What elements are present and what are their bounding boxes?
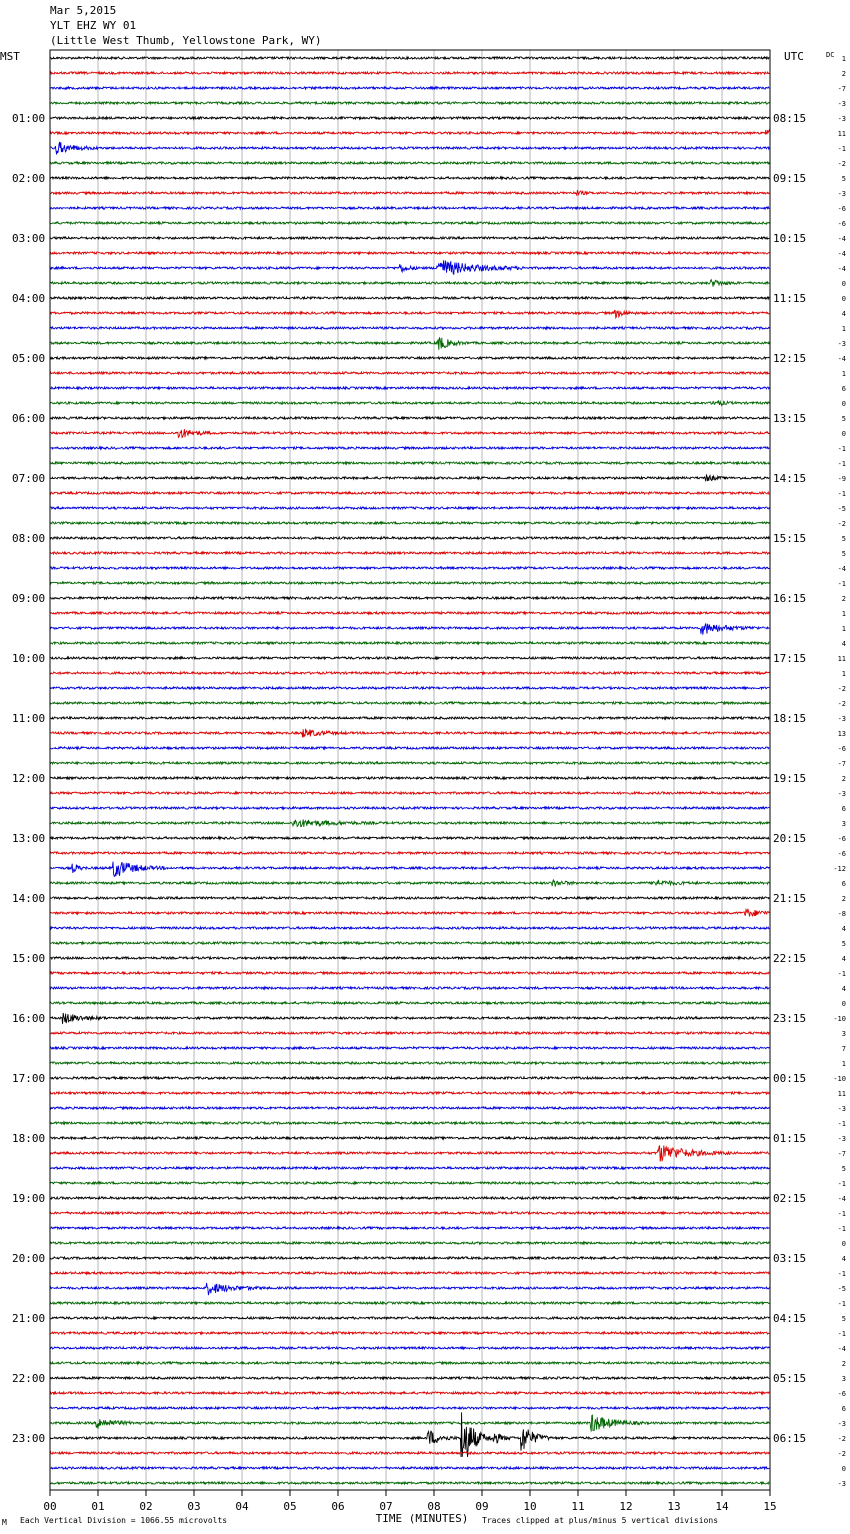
dc-offset-30: -5 [837,505,846,513]
dc-offset-86: -4 [837,1345,846,1353]
dc-offset-39: 4 [841,640,846,648]
mst-hour-label: 20:00 [12,1252,46,1265]
dc-offset-55: 6 [841,880,846,888]
dc-offset-10: -6 [837,205,846,213]
dc-offset-84: 5 [841,1315,846,1323]
mst-hour-label: 05:00 [12,352,46,365]
dc-offset-11: -6 [837,220,846,228]
mst-hour-label: 12:00 [12,772,46,785]
x-tick-label-14: 14 [715,1500,729,1513]
dc-offset-58: 4 [841,925,846,933]
dc-offset-18: 1 [841,325,846,333]
trace-row-11 [50,222,769,224]
trace-row-30 [50,507,769,509]
trace-row-6 [50,142,769,155]
dc-offset-85: -1 [837,1330,846,1338]
trace-row-62 [50,987,769,989]
trace-row-57 [50,909,769,917]
dc-offset-23: 0 [841,400,846,408]
x-tick-label-07: 07 [379,1500,393,1513]
dc-offset-94: 0 [841,1465,846,1473]
dc-offset-8: 5 [841,175,846,183]
trace-row-24 [50,417,769,419]
dc-offset-21: 1 [841,370,846,378]
dc-offset-93: -2 [837,1450,846,1458]
dc-offset-38: 1 [841,625,846,633]
dc-offset-77: -1 [837,1210,846,1218]
trace-row-48 [50,777,769,779]
trace-row-18 [50,327,769,329]
utc-hour-label: 04:15 [773,1312,807,1325]
trace-row-47 [50,762,769,764]
utc-hour-label: 16:15 [773,592,807,605]
trace-row-86 [50,1347,769,1349]
mst-hour-label: 08:00 [12,532,46,545]
trace-row-39 [50,642,769,644]
dc-offset-28: -9 [837,475,846,483]
mst-label: MST [0,50,20,63]
trace-row-91 [50,1415,769,1431]
dc-offset-25: 0 [841,430,846,438]
dc-offset-64: -10 [833,1015,846,1023]
dc-offset-53: -6 [837,850,846,858]
dc-offset-16: 0 [841,295,846,303]
trace-row-64 [50,1013,769,1024]
mst-hour-label: 23:00 [12,1432,46,1445]
trace-row-33 [50,552,769,554]
trace-row-80 [50,1257,769,1259]
dc-offset-73: -7 [837,1150,846,1158]
dc-offset-29: -1 [837,490,846,498]
dc-offset-22: 6 [841,385,846,393]
x-tick-label-06: 06 [331,1500,345,1513]
dc-offset-49: -3 [837,790,846,798]
trace-row-83 [50,1302,769,1304]
station-location: (Little West Thumb, Yellowstone Park, WY) [50,34,322,47]
mst-hour-label: 10:00 [12,652,46,665]
trace-row-2 [50,87,769,89]
scale-note: Each Vertical Division = 1066.55 microvolts [20,1516,228,1525]
dc-offset-87: 2 [841,1360,846,1368]
trace-row-85 [50,1332,769,1334]
trace-row-44 [50,717,769,719]
dc-offset-67: 1 [841,1060,846,1068]
trace-row-13 [50,252,769,254]
dc-offset-20: -4 [837,355,846,363]
trace-row-54 [50,862,769,877]
trace-row-8 [50,177,769,179]
utc-hour-label: 03:15 [773,1252,807,1265]
x-tick-label-00: 00 [43,1500,57,1513]
dc-offset-44: -3 [837,715,846,723]
utc-hour-label: 12:15 [773,352,807,365]
trace-row-16 [50,297,769,299]
mst-hour-label: 01:00 [12,112,46,125]
trace-row-71 [50,1122,769,1124]
dc-offset-15: 0 [841,280,846,288]
trace-row-88 [50,1377,769,1379]
dc-offset-45: 13 [837,730,846,738]
dc-offset-36: 2 [841,595,846,603]
dc-offset-60: 4 [841,955,846,963]
dc-offset-71: -1 [837,1120,846,1128]
trace-row-52 [50,837,769,839]
dc-offset-62: 4 [841,985,846,993]
mst-hour-label: 13:00 [12,832,46,845]
x-tick-label-13: 13 [667,1500,681,1513]
trace-row-84 [50,1317,769,1319]
trace-row-93 [50,1452,769,1454]
dc-offset-13: -4 [837,250,846,258]
dc-offset-76: -4 [837,1195,846,1203]
dc-offset-74: 5 [841,1165,846,1173]
utc-hour-label: 11:15 [773,292,807,305]
dc-offset-31: -2 [837,520,846,528]
trace-row-67 [50,1062,769,1064]
trace-row-10 [50,207,769,209]
mst-hour-label: 15:00 [12,952,46,965]
mst-hour-label: 18:00 [12,1132,46,1145]
trace-row-35 [50,582,769,584]
trace-row-14 [50,260,769,274]
dc-offset-63: 0 [841,1000,846,1008]
x-tick-label-04: 04 [235,1500,249,1513]
dc-offset-33: 5 [841,550,846,558]
trace-row-68 [50,1077,769,1079]
trace-row-61 [50,972,769,974]
clip-note: Traces clipped at plus/minus 5 vertical divisions [482,1516,719,1525]
trace-row-69 [50,1092,769,1094]
utc-hour-label: 13:15 [773,412,807,425]
dc-offset-54: -12 [833,865,846,873]
mst-hour-label: 19:00 [12,1192,46,1205]
mst-hour-label: 22:00 [12,1372,46,1385]
trace-row-25 [50,429,769,437]
trace-row-17 [50,310,769,317]
dc-offset-37: 1 [841,610,846,618]
utc-hour-label: 14:15 [773,472,807,485]
dc-offset-12: -4 [837,235,846,243]
dc-offset-59: 5 [841,940,846,948]
mst-hour-label: 16:00 [12,1012,46,1025]
trace-row-82 [50,1283,769,1295]
dc-offset-66: 7 [841,1045,846,1053]
utc-hour-label: 17:15 [773,652,807,665]
mst-hour-label: 17:00 [12,1072,46,1085]
dc-offset-35: -1 [837,580,846,588]
trace-row-40 [50,657,769,659]
trace-row-50 [50,807,769,809]
seismic-traces [50,57,769,1484]
utc-hour-label: 05:15 [773,1372,807,1385]
dc-offset-2: -7 [837,85,846,93]
trace-row-89 [50,1392,769,1394]
dc-offset-5: 11 [837,130,846,138]
x-tick-label-08: 08 [427,1500,441,1513]
trace-row-34 [50,567,769,569]
trace-row-63 [50,1002,769,1004]
utc-hour-label: 23:15 [773,1012,807,1025]
dc-offset-75: -1 [837,1180,846,1188]
trace-row-12 [50,237,769,239]
utc-hour-label: 10:15 [773,232,807,245]
x-tick-label-03: 03 [187,1500,201,1513]
utc-label: UTC [784,50,804,63]
utc-hour-label: 15:15 [773,532,807,545]
trace-row-19 [50,337,769,350]
dc-offset-19: -3 [837,340,846,348]
trace-row-23 [50,400,769,405]
x-tick-label-02: 02 [139,1500,153,1513]
trace-row-95 [50,1482,769,1484]
trace-row-36 [50,597,769,599]
utc-hour-label: 02:15 [773,1192,807,1205]
trace-row-77 [50,1212,769,1214]
trace-row-79 [50,1242,769,1244]
x-tick-label-01: 01 [91,1500,105,1513]
trace-row-27 [50,462,769,464]
mst-hour-label: 07:00 [12,472,46,485]
trace-row-3 [50,102,769,104]
dc-offset-78: -1 [837,1225,846,1233]
mst-hour-label: 06:00 [12,412,46,425]
trace-row-76 [50,1197,769,1199]
dc-offset-79: 0 [841,1240,846,1248]
trace-row-28 [50,475,769,481]
dc-offset-43: -2 [837,700,846,708]
dc-offset-46: -6 [837,745,846,753]
dc-offset-72: -3 [837,1135,846,1143]
trace-row-75 [50,1182,769,1184]
trace-row-20 [50,357,769,359]
trace-row-51 [50,819,769,827]
dc-offset-47: -7 [837,760,846,768]
dc-offset-48: 2 [841,775,846,783]
dc-offset-83: -1 [837,1300,846,1308]
utc-hour-label: 09:15 [773,172,807,185]
trace-row-9 [50,190,769,195]
trace-row-74 [50,1167,769,1169]
dc-offset-89: -6 [837,1390,846,1398]
utc-hour-label: 19:15 [773,772,807,785]
dc-offset-69: 11 [837,1090,846,1098]
trace-row-59 [50,942,769,944]
x-tick-label-11: 11 [571,1500,585,1513]
dc-offset-7: -2 [837,160,846,168]
dc-offset-17: 4 [841,310,846,318]
utc-hour-label: 01:15 [773,1132,807,1145]
dc-offset-80: 4 [841,1255,846,1263]
trace-row-22 [50,387,769,389]
trace-row-32 [50,537,769,539]
mst-hour-label: 03:00 [12,232,46,245]
dc-offset-0: 1 [841,55,846,63]
trace-row-15 [50,280,769,287]
trace-row-21 [50,372,769,374]
dc-label: DC [826,51,835,59]
dc-offset-3: -3 [837,100,846,108]
x-tick-label-10: 10 [523,1500,537,1513]
trace-row-46 [50,747,769,749]
trace-row-55 [50,880,769,887]
dc-offset-52: -6 [837,835,846,843]
trace-row-4 [50,117,769,119]
x-axis-title: TIME (MINUTES) [375,1512,469,1525]
trace-row-56 [50,897,769,899]
mst-hour-label: 11:00 [12,712,46,725]
dc-offset-50: 6 [841,805,846,813]
dc-offset-34: -4 [837,565,846,573]
dc-offset-82: -5 [837,1285,846,1293]
utc-hour-label: 08:15 [773,112,807,125]
dc-offset-56: 2 [841,895,846,903]
x-tick-label-05: 05 [283,1500,297,1513]
dc-offset-70: -3 [837,1105,846,1113]
trace-row-5 [50,129,769,134]
dc-offset-81: -1 [837,1270,846,1278]
trace-row-60 [50,957,769,959]
mst-hour-label: 14:00 [12,892,46,905]
trace-row-29 [50,492,769,494]
trace-row-81 [50,1272,769,1274]
dc-offset-4: -3 [837,115,846,123]
trace-row-45 [50,729,769,738]
trace-row-78 [50,1227,769,1229]
mst-hour-label: 02:00 [12,172,46,185]
mst-hour-label: 21:00 [12,1312,46,1325]
dc-offset-88: 3 [841,1375,846,1383]
mst-hour-label: 09:00 [12,592,46,605]
dc-offset-61: -1 [837,970,846,978]
trace-row-49 [50,792,769,794]
trace-row-72 [50,1137,769,1139]
trace-row-92 [50,1412,769,1457]
dc-offset-1: 2 [841,70,846,78]
mst-hour-label: 04:00 [12,292,46,305]
utc-hour-label: 00:15 [773,1072,807,1085]
dc-offset-91: -3 [837,1420,846,1428]
trace-row-38 [50,623,769,634]
x-tick-label-12: 12 [619,1500,633,1513]
trace-row-26 [50,447,769,449]
dc-offset-95: -3 [837,1480,846,1488]
station-code: YLT EHZ WY 01 [50,19,137,32]
trace-row-70 [50,1107,769,1109]
dc-offset-40: 11 [837,655,846,663]
dc-offset-42: -2 [837,685,846,693]
trace-row-90 [50,1407,769,1409]
x-tick-label-15: 15 [763,1500,777,1513]
trace-row-65 [50,1032,769,1034]
trace-row-58 [50,927,769,929]
axis-labels [12,55,846,1513]
trace-row-31 [50,522,769,524]
trace-row-73 [50,1146,769,1162]
dc-offset-26: -1 [837,445,846,453]
dc-offset-41: 1 [841,670,846,678]
dc-offset-57: -8 [837,910,846,918]
utc-hour-label: 18:15 [773,712,807,725]
dc-offset-90: 6 [841,1405,846,1413]
dc-offset-14: -4 [837,265,846,273]
dc-offset-9: -3 [837,190,846,198]
trace-row-94 [50,1467,769,1469]
dc-offset-68: -10 [833,1075,846,1083]
trace-row-53 [50,852,769,854]
trace-row-43 [50,702,769,704]
trace-row-87 [50,1362,769,1364]
plot-date: Mar 5,2015 [50,4,117,17]
dc-offset-32: 5 [841,535,846,543]
x-tick-label-09: 09 [475,1500,489,1513]
dc-offset-6: -1 [837,145,846,153]
trace-row-1 [50,72,769,74]
dc-offset-27: -1 [837,460,846,468]
footer-mark: M [2,1518,7,1527]
utc-hour-label: 22:15 [773,952,807,965]
trace-row-37 [50,612,769,614]
dc-offset-24: 5 [841,415,846,423]
utc-hour-label: 21:15 [773,892,807,905]
trace-row-7 [50,162,769,164]
utc-hour-label: 20:15 [773,832,807,845]
utc-hour-label: 06:15 [773,1432,807,1445]
trace-row-0 [50,57,769,59]
dc-offset-65: 3 [841,1030,846,1038]
trace-row-42 [50,687,769,689]
dc-offset-51: 3 [841,820,846,828]
trace-row-66 [50,1047,769,1049]
trace-row-41 [50,672,769,674]
dc-offset-92: -2 [837,1435,846,1443]
